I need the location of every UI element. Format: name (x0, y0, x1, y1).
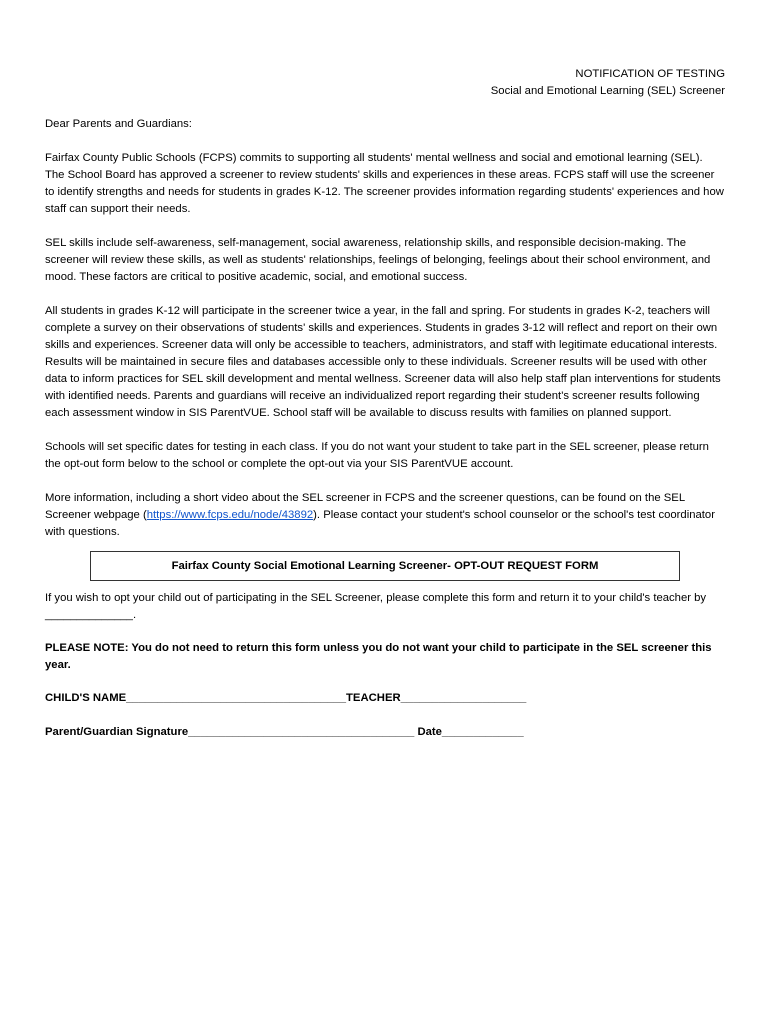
child-teacher-field[interactable]: CHILD'S NAME___________________________________TEACHER____________________ (45, 692, 527, 704)
form-fields (45, 690, 725, 741)
document-subtitle: Social and Emotional Learning (SEL) Screener (490, 84, 725, 97)
document-title: NOTIFICATION OF TESTING (575, 68, 725, 80)
opt-out-form-title: Fairfax County Social Emotional Learning Screener- OPT-OUT REQUEST FORM (171, 559, 599, 572)
paragraph-sel-skills: SEL skills include self-awareness, self-management, social awareness, relationship skills, and responsible decision-making. The screener will review these skills, as well as students' relationships, feelings of belonging, feelings about their school environment, and mood. These factors are critical to positive academic, social, and emotional success. (45, 237, 711, 283)
paragraph-intro: Fairfax County Public Schools (FCPS) commits to supporting all students' mental wellness and social and emotional learning (SEL). The School Board has approved a screener to review students' skills and experiences in these areas. FCPS staff will use the screener to identify strengths and needs for students in grades K-12. The screener provides information regarding students' experiences and how staff can support their needs. (45, 152, 724, 215)
webpage-link[interactable]: https://www.fcps.edu/node/43892 (146, 509, 314, 521)
more-info-text: More information, including a short video about the SEL screener in FCPS and the screener questions, can be found on the SEL Screener webpage ( (45, 492, 685, 521)
signature-date-field[interactable]: Parent/Guardian Signature____________________________________ Date_____________ (45, 726, 524, 738)
more-info-text-end: ). Please contact your student's school counselor or the school's test coordinator with questions. (45, 509, 715, 538)
greeting: Dear Parents and Guardians: (45, 118, 192, 130)
letter-body (45, 116, 725, 758)
form-note: PLEASE NOTE: You do not need to return this form unless you do not want your child to participate in the SEL screener this year. (45, 642, 712, 671)
paragraph-opt-out: Schools will set specific dates for testing in each class. If you do not want your student to take part in the SEL screener, please return the opt-out form below to the school or complete the opt-out via your SIS ParentVUE account. (45, 441, 709, 470)
form-instructions: If you wish to opt your child out of participating in the SEL Screener, please complete this form and return it to your child's teacher by ______________. (45, 592, 707, 621)
paragraph-more-info (45, 490, 725, 541)
paragraph-participation: All students in grades K-12 will participate in the screener twice a year, in the fall and spring. For students in grades K-2, teachers will complete a survey on their observations of students' skills and experiences. Students in grades 3-12 will reflect and report on their own skills and experiences. Screener data will only be accessible to teachers, administrators, and staff with legitimate educational interests. Results will be maintained in secure files and databases accessible only to these individuals. Screener results will be used with other data to inform practices for SEL skill development and mental wellness. Screener data will also help staff plan interventions for students with identified needs. Parents and guardians will receive an individualized report regarding their student's screener results following each assessment window in SIS ParentVUE. School staff will be available to discuss results with families on planned support. (45, 305, 721, 419)
opt-out-form-title-box (90, 551, 680, 581)
document-header (491, 66, 725, 99)
